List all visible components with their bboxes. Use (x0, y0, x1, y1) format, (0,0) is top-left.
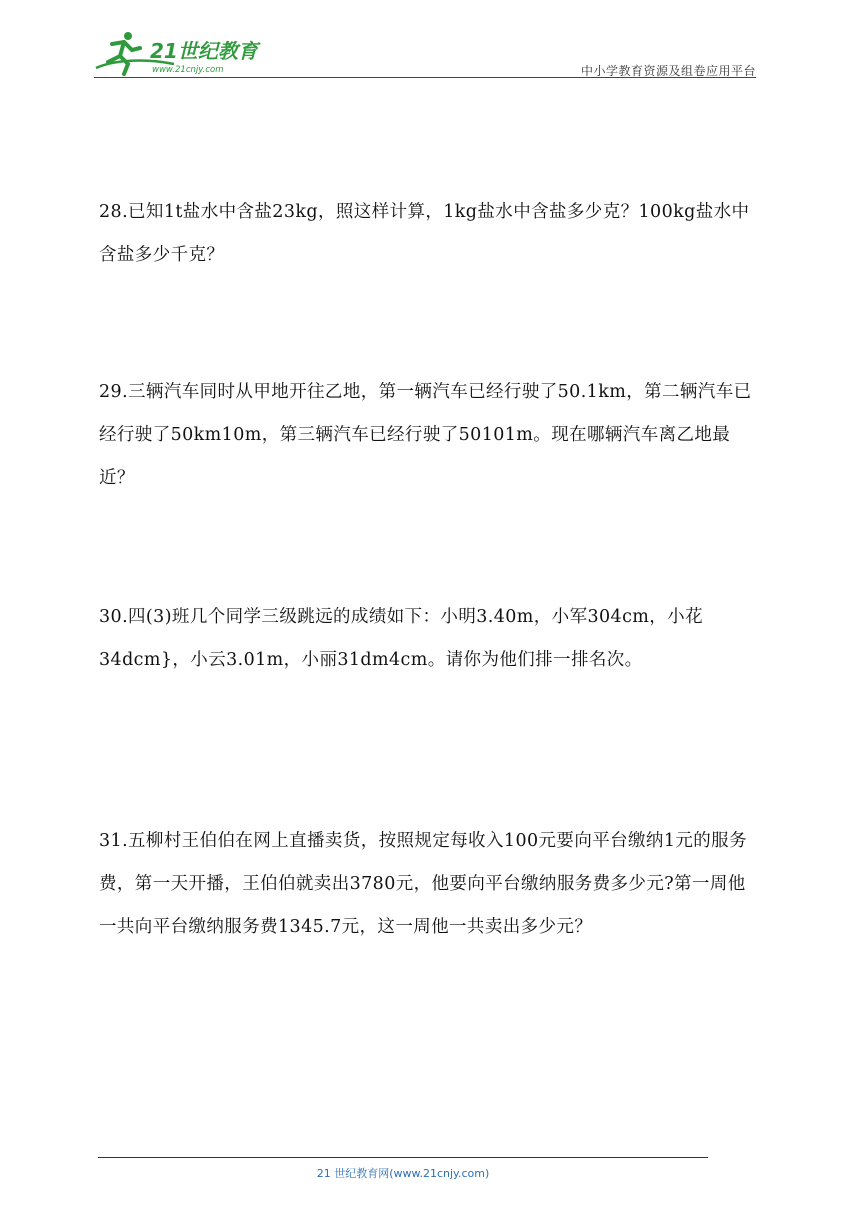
question-29: 29.三辆汽车同时从甲地开往乙地，第一辆汽车已经行驶了50.1km，第二辆汽车已经行驶了50km10m，第三辆汽车已经行驶了50101m。现在哪辆汽车离乙地最近？ (99, 382, 752, 488)
question-31: 31.五柳村王伯伯在网上直播卖货，按照规定每收入100元要向平台缴纳1元的服务费，第一天开播，王伯伯就卖出3780元，他要向平台缴纳服务费多少元?第一周他一共向平台缴纳服务费1345.7元，这一周他一共卖出多少元？ (99, 831, 747, 937)
page-header (94, 30, 756, 78)
footer-divider (98, 1157, 708, 1158)
platform-name: 中小学教育资源及组卷应用平台 (580, 64, 756, 78)
header-divider (94, 77, 756, 78)
footer-text: 21 世纪教育网(www.21cnjy.com) (316, 1167, 490, 1180)
site-logo (94, 30, 264, 76)
logo-url: www.21cnjy.com (152, 65, 224, 75)
question-30: 30.四(3)班几个同学三级跳远的成绩如下：小明3.40m，小军304cm，小花34dcm}，小云3.01m，小丽31dm4cm。请你为他们排一排名次。 (99, 607, 703, 670)
question-28: 28.已知1t盐水中含盐23kg，照这样计算，1kg盐水中含盐多少克？100kg盐水中含盐多少千克？ (99, 202, 750, 265)
logo-text: 21世纪教育 (150, 39, 258, 63)
